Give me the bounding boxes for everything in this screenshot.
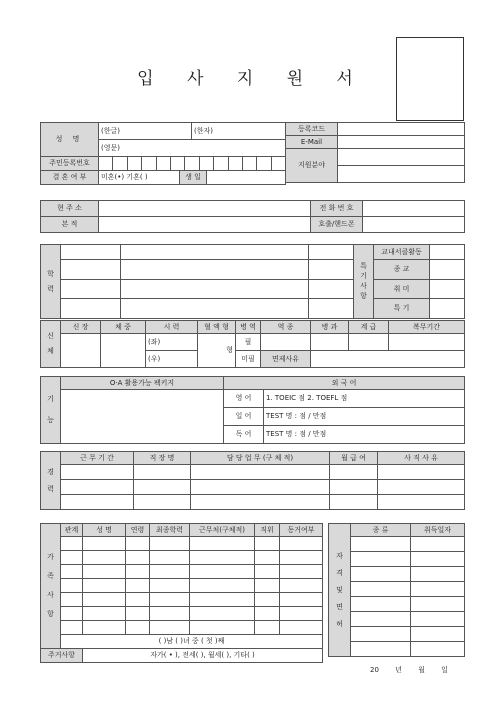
address-table xyxy=(40,200,465,233)
family-cell[interactable] xyxy=(126,621,150,635)
family-cell[interactable] xyxy=(255,579,280,593)
workplace-header: 근무처(구체적) xyxy=(190,524,255,537)
sibling-line[interactable]: ( )남 ( )녀 중 ( 첫 )째 xyxy=(61,635,323,649)
edu-row[interactable] xyxy=(121,260,309,280)
date-line[interactable]: 20 년 월 일 xyxy=(370,666,448,674)
family-cell[interactable] xyxy=(255,593,280,607)
family-cell[interactable] xyxy=(61,579,83,593)
military-not[interactable]: 미필 xyxy=(236,351,261,368)
career-cell[interactable] xyxy=(191,465,330,480)
family-cell[interactable] xyxy=(83,621,126,635)
name-label: 성 명 xyxy=(41,123,99,157)
family-cell[interactable] xyxy=(255,551,280,565)
position-header: 직위 xyxy=(255,524,280,537)
career-table xyxy=(40,451,465,510)
marriage-field[interactable]: 미혼(•) 기혼( ) xyxy=(101,173,148,181)
education-table xyxy=(40,244,465,319)
career-cell[interactable] xyxy=(378,465,465,480)
family-cell[interactable] xyxy=(83,551,126,565)
phone-label: 전 화 번 호 xyxy=(311,201,363,217)
code-label: 등록코드 xyxy=(286,123,338,136)
family-cell[interactable] xyxy=(255,607,280,621)
language-detail[interactable]: TEST 명 : 점 / 만점 xyxy=(264,426,465,444)
religion-field[interactable] xyxy=(430,260,465,280)
family-cell[interactable] xyxy=(126,607,150,621)
family-cell[interactable] xyxy=(255,565,280,579)
branch-header: 병 과 xyxy=(311,321,349,334)
family-cell[interactable] xyxy=(150,565,190,579)
license-cell[interactable] xyxy=(351,552,411,567)
photo-box[interactable] xyxy=(396,37,464,121)
hobby-label: 취 미 xyxy=(374,279,430,299)
edu-row[interactable] xyxy=(61,260,121,280)
height-field[interactable] xyxy=(61,334,101,368)
family-cell[interactable] xyxy=(126,593,150,607)
edu-row[interactable] xyxy=(309,260,354,280)
period-header: 근 무 기 간 xyxy=(61,452,134,465)
name-eng-field[interactable]: (영문) xyxy=(99,140,286,157)
license-cell[interactable] xyxy=(351,597,411,612)
license-table xyxy=(328,523,465,657)
edu-header: 최종학력 xyxy=(150,524,190,537)
family-cell[interactable] xyxy=(280,579,323,593)
family-cell[interactable] xyxy=(280,537,323,551)
origin-label: 본 적 xyxy=(41,217,99,233)
oa-field[interactable] xyxy=(61,390,224,444)
oa-header: O·A 활용가능 팩키지 xyxy=(61,377,224,390)
service-period-field[interactable] xyxy=(389,334,465,351)
basic-info-left xyxy=(40,122,286,185)
family-cell[interactable] xyxy=(150,621,190,635)
family-cell[interactable] xyxy=(126,565,150,579)
language-name: 일 어 xyxy=(224,408,264,426)
talent-label: 특 기 xyxy=(374,299,430,319)
exempt-label: 면제사유 xyxy=(261,351,311,368)
career-cell[interactable] xyxy=(330,465,378,480)
family-cell[interactable] xyxy=(280,607,323,621)
family-cell[interactable] xyxy=(150,551,190,565)
license-cell[interactable] xyxy=(411,582,465,597)
name-hanja-field[interactable]: (한자) xyxy=(192,123,286,140)
career-cell[interactable] xyxy=(61,480,134,495)
code-field[interactable] xyxy=(338,123,465,136)
license-cell[interactable] xyxy=(411,627,465,642)
current-address-label: 현 주 소 xyxy=(41,201,99,217)
hobby-field[interactable] xyxy=(430,279,465,299)
family-cell[interactable] xyxy=(83,565,126,579)
edu-row[interactable] xyxy=(121,245,309,260)
language-detail[interactable]: 1. TOEIC 점 2. TOEFL 점 xyxy=(264,390,465,408)
family-cell[interactable] xyxy=(150,537,190,551)
career-cell[interactable] xyxy=(134,495,191,510)
branch-field[interactable] xyxy=(311,334,349,351)
family-cell[interactable] xyxy=(83,579,126,593)
birth-label: 생 일 xyxy=(179,171,207,184)
mobile-field[interactable] xyxy=(363,217,465,233)
family-cell[interactable] xyxy=(83,607,126,621)
career-cell[interactable] xyxy=(134,480,191,495)
family-cell[interactable] xyxy=(190,579,255,593)
edu-row[interactable] xyxy=(309,279,354,299)
military-type-header: 역 종 xyxy=(261,321,311,334)
fname-header: 성 명 xyxy=(83,524,126,537)
career-cell[interactable] xyxy=(61,465,134,480)
residence-field[interactable]: 자가( • ), 전세( ), 월세( ), 기타( ) xyxy=(83,649,323,663)
career-cell[interactable] xyxy=(378,495,465,510)
field-value-1[interactable] xyxy=(338,149,465,166)
edu-row[interactable] xyxy=(309,245,354,260)
talent-field[interactable] xyxy=(430,299,465,319)
license-cell[interactable] xyxy=(411,612,465,627)
body-label: 신 체 xyxy=(41,321,61,368)
family-cell[interactable] xyxy=(83,537,126,551)
license-cell[interactable] xyxy=(351,537,411,552)
vision-header: 시 력 xyxy=(146,321,198,334)
military-header: 병 역 xyxy=(236,321,261,334)
family-cell[interactable] xyxy=(126,537,150,551)
service-period-header: 복무기간 xyxy=(389,321,465,334)
edu-row[interactable] xyxy=(309,299,354,319)
license-type-header: 종 류 xyxy=(351,524,411,537)
foreign-header: 외 국 어 xyxy=(224,377,465,390)
family-cell[interactable] xyxy=(150,593,190,607)
family-cell[interactable] xyxy=(280,551,323,565)
marriage-label: 결 혼 여 부 xyxy=(41,171,99,185)
career-cell[interactable] xyxy=(191,495,330,510)
license-cell[interactable] xyxy=(351,582,411,597)
height-header: 신 장 xyxy=(61,321,101,334)
language-name: 독 어 xyxy=(224,426,264,444)
family-cell[interactable] xyxy=(190,537,255,551)
family-cell[interactable] xyxy=(255,621,280,635)
rank-header: 계 급 xyxy=(349,321,389,334)
religion-label: 종 교 xyxy=(374,260,430,280)
license-cell[interactable] xyxy=(411,552,465,567)
family-cell[interactable] xyxy=(190,593,255,607)
family-cell[interactable] xyxy=(150,579,190,593)
field-label: 지원분야 xyxy=(286,149,338,183)
edu-row[interactable] xyxy=(121,279,309,299)
skills-table xyxy=(40,376,465,444)
military-type-field[interactable] xyxy=(261,334,311,351)
military-done[interactable]: 필 xyxy=(236,334,261,351)
relation-header: 관계 xyxy=(61,524,83,537)
rank-field[interactable] xyxy=(349,334,389,351)
family-cell[interactable] xyxy=(61,593,83,607)
family-cell[interactable] xyxy=(126,579,150,593)
license-cell[interactable] xyxy=(411,597,465,612)
duty-header: 담 당 업 무 (구 체 적) xyxy=(191,452,330,465)
salary-header: 월 급 여 xyxy=(330,452,378,465)
residence-label: 주거사항 xyxy=(41,649,83,663)
career-label: 경 력 xyxy=(41,452,61,510)
field-value-2[interactable] xyxy=(338,166,465,183)
education-label: 학 력 xyxy=(41,245,61,319)
edu-row[interactable] xyxy=(61,279,121,299)
edu-row[interactable] xyxy=(61,245,121,260)
license-date-header: 취득일자 xyxy=(411,524,465,537)
license-cell[interactable] xyxy=(351,642,411,657)
phone-field[interactable] xyxy=(363,201,465,217)
family-cell[interactable] xyxy=(190,621,255,635)
body-table xyxy=(40,320,465,368)
weight-header: 체 중 xyxy=(101,321,146,334)
company-header: 직 장 명 xyxy=(134,452,191,465)
family-cell[interactable] xyxy=(126,551,150,565)
career-cell[interactable] xyxy=(61,495,134,510)
edu-row[interactable] xyxy=(61,299,121,319)
family-cell[interactable] xyxy=(190,551,255,565)
family-cell[interactable] xyxy=(280,621,323,635)
cohabit-header: 동거여부 xyxy=(280,524,323,537)
family-cell[interactable] xyxy=(61,565,83,579)
current-address-field[interactable] xyxy=(99,201,311,217)
career-cell[interactable] xyxy=(378,480,465,495)
left-eye-field[interactable]: (좌) xyxy=(146,334,198,351)
exempt-field[interactable] xyxy=(311,351,465,368)
family-cell[interactable] xyxy=(280,593,323,607)
family-cell[interactable] xyxy=(190,607,255,621)
rrn-field[interactable] xyxy=(99,157,286,171)
email-label: E-Mail xyxy=(286,136,338,149)
skills-label: 기 능 xyxy=(41,377,61,444)
family-label: 가 족 사 항 xyxy=(41,524,61,649)
family-cell[interactable] xyxy=(255,537,280,551)
reason-header: 사 직 사 유 xyxy=(378,452,465,465)
family-cell[interactable] xyxy=(83,593,126,607)
license-cell[interactable] xyxy=(411,567,465,582)
career-cell[interactable] xyxy=(134,465,191,480)
language-name: 영 어 xyxy=(224,390,264,408)
mobile-label: 호출/핸드폰 xyxy=(311,217,363,233)
club-field[interactable] xyxy=(430,245,465,260)
rrn-label: 주민등록번호 xyxy=(41,157,99,171)
family-cell[interactable] xyxy=(190,565,255,579)
blood-field[interactable]: 형 xyxy=(198,334,236,368)
edu-row[interactable] xyxy=(121,299,309,319)
family-cell[interactable] xyxy=(61,537,83,551)
name-kor-field[interactable]: (한글) xyxy=(99,123,192,140)
license-cell[interactable] xyxy=(351,567,411,582)
marriage-row xyxy=(99,171,286,185)
basic-info-right xyxy=(285,122,465,183)
club-label: 교내서클활동 xyxy=(374,245,430,260)
family-cell[interactable] xyxy=(150,607,190,621)
email-field[interactable] xyxy=(338,136,465,149)
career-cell[interactable] xyxy=(330,480,378,495)
license-cell[interactable] xyxy=(411,537,465,552)
origin-field[interactable] xyxy=(99,217,311,233)
family-table xyxy=(40,523,323,663)
special-label: 특 기 사 항 xyxy=(354,245,374,319)
age-header: 연령 xyxy=(126,524,150,537)
career-cell[interactable] xyxy=(191,480,330,495)
license-cell[interactable] xyxy=(351,612,411,627)
family-cell[interactable] xyxy=(61,621,83,635)
family-cell[interactable] xyxy=(280,565,323,579)
page-title: 입 사 지 원 서 xyxy=(137,69,367,89)
weight-field[interactable] xyxy=(101,334,146,368)
license-label: 자 격 및 면 허 xyxy=(329,524,351,657)
language-detail[interactable]: TEST 명 : 점 / 만점 xyxy=(264,408,465,426)
career-cell[interactable] xyxy=(330,495,378,510)
blood-header: 혈 액 형 xyxy=(198,321,236,334)
license-cell[interactable] xyxy=(351,627,411,642)
license-cell[interactable] xyxy=(411,642,465,657)
right-eye-field[interactable]: (우) xyxy=(146,351,198,368)
family-cell[interactable] xyxy=(61,551,83,565)
family-cell[interactable] xyxy=(61,607,83,621)
